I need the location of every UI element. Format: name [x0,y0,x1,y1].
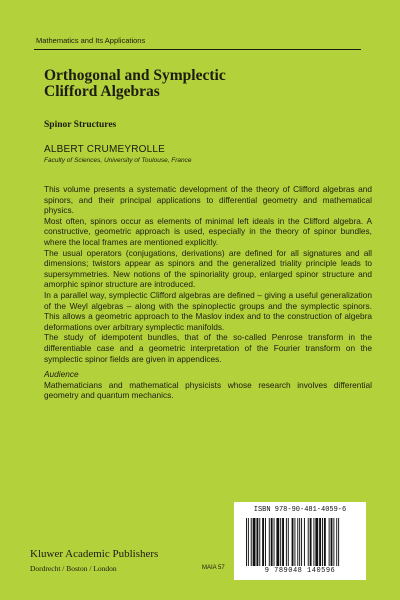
barcode-icon [246,518,354,566]
audience-text: Mathematicians and mathematical physicists whose research involves differential geometry and quantum mechanics. [44,379,372,401]
series-code: MAIA 57 [202,565,225,571]
book-title [44,68,226,100]
paragraph-1: This volume presents a systematic development of the theory of Clifford algebras and spinors, and their principal applications to differential geometry and mathematical physics. [44,184,372,216]
publisher-name: Kluwer Academic Publishers [30,548,159,560]
barcode-number: 9 789048 140596 [264,567,336,575]
audience-heading: Audience [44,369,79,380]
paragraph-3: The usual operators (conjugations, derivations) are defined for all signatures and all dimensions; twistors appear as spinors and the generalized triality principle leads to supersymmetries. New notions of the spinoriality group, enlarged spinor structure and amorphic spinor structure are introduced. [44,247,372,290]
book-subtitle: Spinor Structures [44,120,117,130]
publisher-places: Dordrecht / Boston / London [30,564,117,573]
title-line-1: Orthogonal and Symplectic [44,67,226,84]
header-rule [34,49,361,50]
author-affiliation: Faculty of Sciences, University of Toulouse, France [44,157,192,164]
barcode-box [234,502,366,580]
paragraph-2: Most often, spinors occur as elements of minimal left ideals in the Clifford algebra. A constructive, geometric approach is used, especially in the theory of spinor bundles, where the local frames are mentioned explicitly. [44,215,372,247]
series-name: Mathematics and Its Applications [36,36,146,45]
isbn: ISBN 978-90-481-4059-6 [253,506,347,514]
title-line-2: Clifford Algebras [44,83,160,100]
paragraph-5: The study of idempotent bundles, that of the so-called Penrose transform in the differentiable case and a geometric interpretation of the Fourier transform on the symplectic spinor fields are given in appendices. [44,332,372,364]
description [44,184,372,401]
author-name: ALBERT CRUMEYROLLE [44,144,166,155]
paragraph-4: In a parallel way, symplectic Clifford algebras are defined – giving a useful generalization of the Weyl algebras – along with the spinoplectic groups and the symplectic spinors. This allows a geometric approach to the Maslov index and to the construction of algebra deformations over arbitrary symplectic manifolds. [44,289,372,332]
